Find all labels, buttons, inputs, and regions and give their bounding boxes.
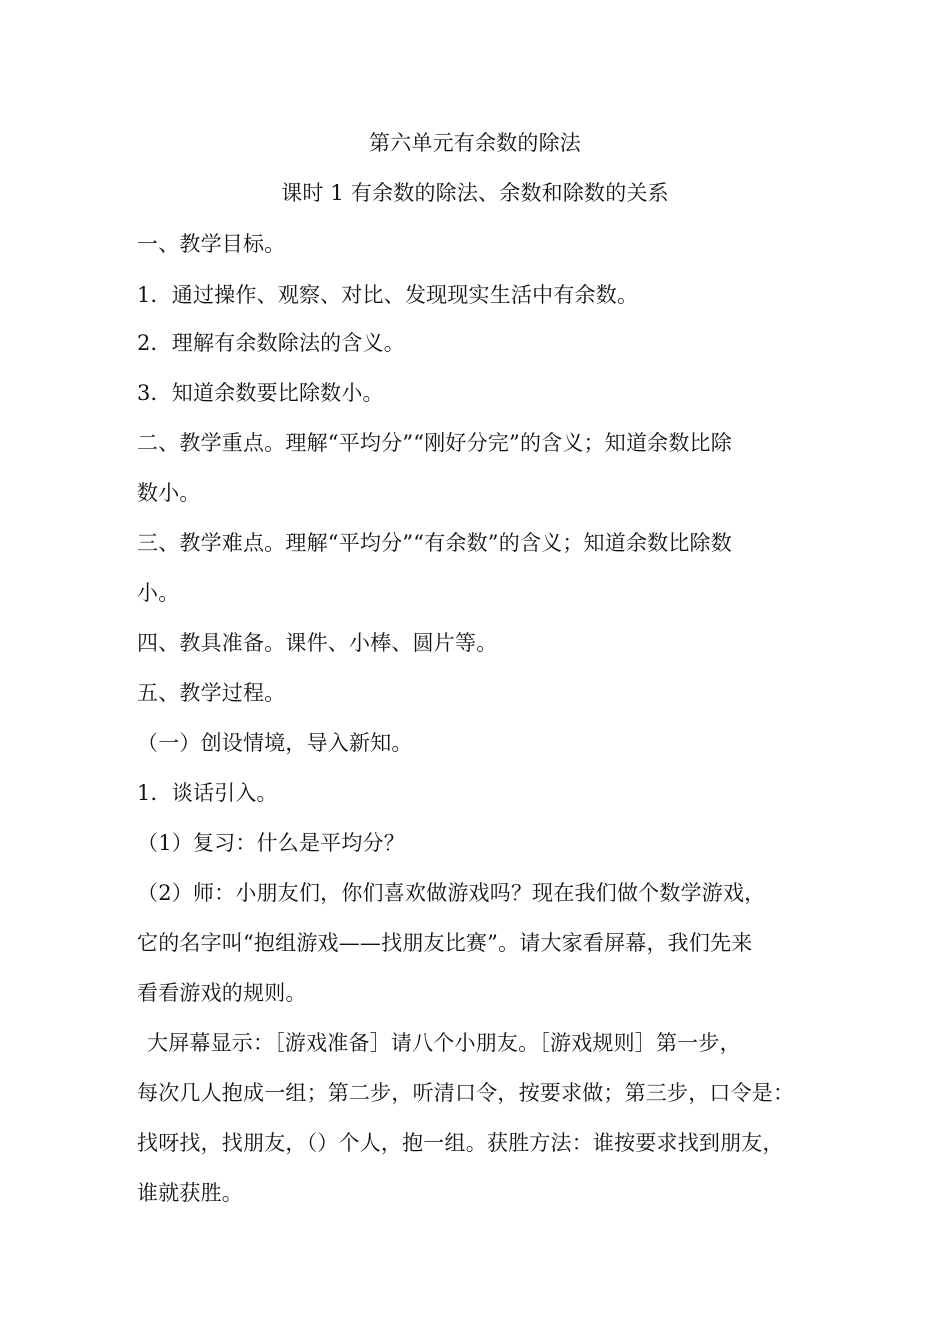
paragraph-line: 2．理解有余数除法的含义。: [137, 331, 405, 355]
paragraph-line: 小。: [137, 581, 180, 605]
paragraph-line: 1．通过操作、观察、对比、发现现实生活中有余数。: [137, 283, 639, 307]
paragraph-line: 它的名字叫“抱组游戏——找朋友比赛”。请大家看屏幕，我们先来: [137, 931, 753, 955]
subsection-heading: （一）创设情境，导入新知。: [137, 731, 413, 755]
section-heading-objectives: 一、教学目标。: [137, 232, 286, 256]
section-heading-materials: 四、教具准备。课件、小棒、圆片等。: [137, 631, 498, 655]
paragraph-line: 3．知道余数要比除数小。: [137, 381, 384, 405]
section-heading-process: 五、教学过程。: [137, 681, 286, 705]
paragraph-line: 每次几人抱成一组；第二步，听清口令，按要求做；第三步，口令是：: [137, 1081, 795, 1105]
paragraph-line: 大屏幕显示：［游戏准备］请八个小朋友。［游戏规则］第一步，: [147, 1031, 741, 1055]
section-heading-key-points: 二、教学重点。理解“平均分”“刚好分完”的含义；知道余数比除: [137, 431, 732, 455]
document-subtitle: 课时 1 有余数的除法、余数和除数的关系: [281, 181, 669, 205]
paragraph-line: 谁就获胜。: [137, 1181, 243, 1205]
document-title: 第六单元有余数的除法: [369, 131, 581, 155]
paragraph-line: （2）师：小朋友们，你们喜欢做游戏吗？现在我们做个数学游戏，: [137, 881, 766, 905]
paragraph-line: （1）复习：什么是平均分？: [137, 831, 405, 855]
paragraph-line: 看看游戏的规则。: [137, 981, 307, 1005]
paragraph-line: 数小。: [137, 481, 201, 505]
section-heading-difficulties: 三、教学难点。理解“平均分”“有余数”的含义；知道余数比除数: [137, 531, 732, 555]
paragraph-line: 1．谈话引入。: [137, 781, 278, 805]
paragraph-line: 找呀找，找朋友，（）个人，抱一组。获胜方法：谁按要求找到朋友，: [137, 1131, 784, 1155]
